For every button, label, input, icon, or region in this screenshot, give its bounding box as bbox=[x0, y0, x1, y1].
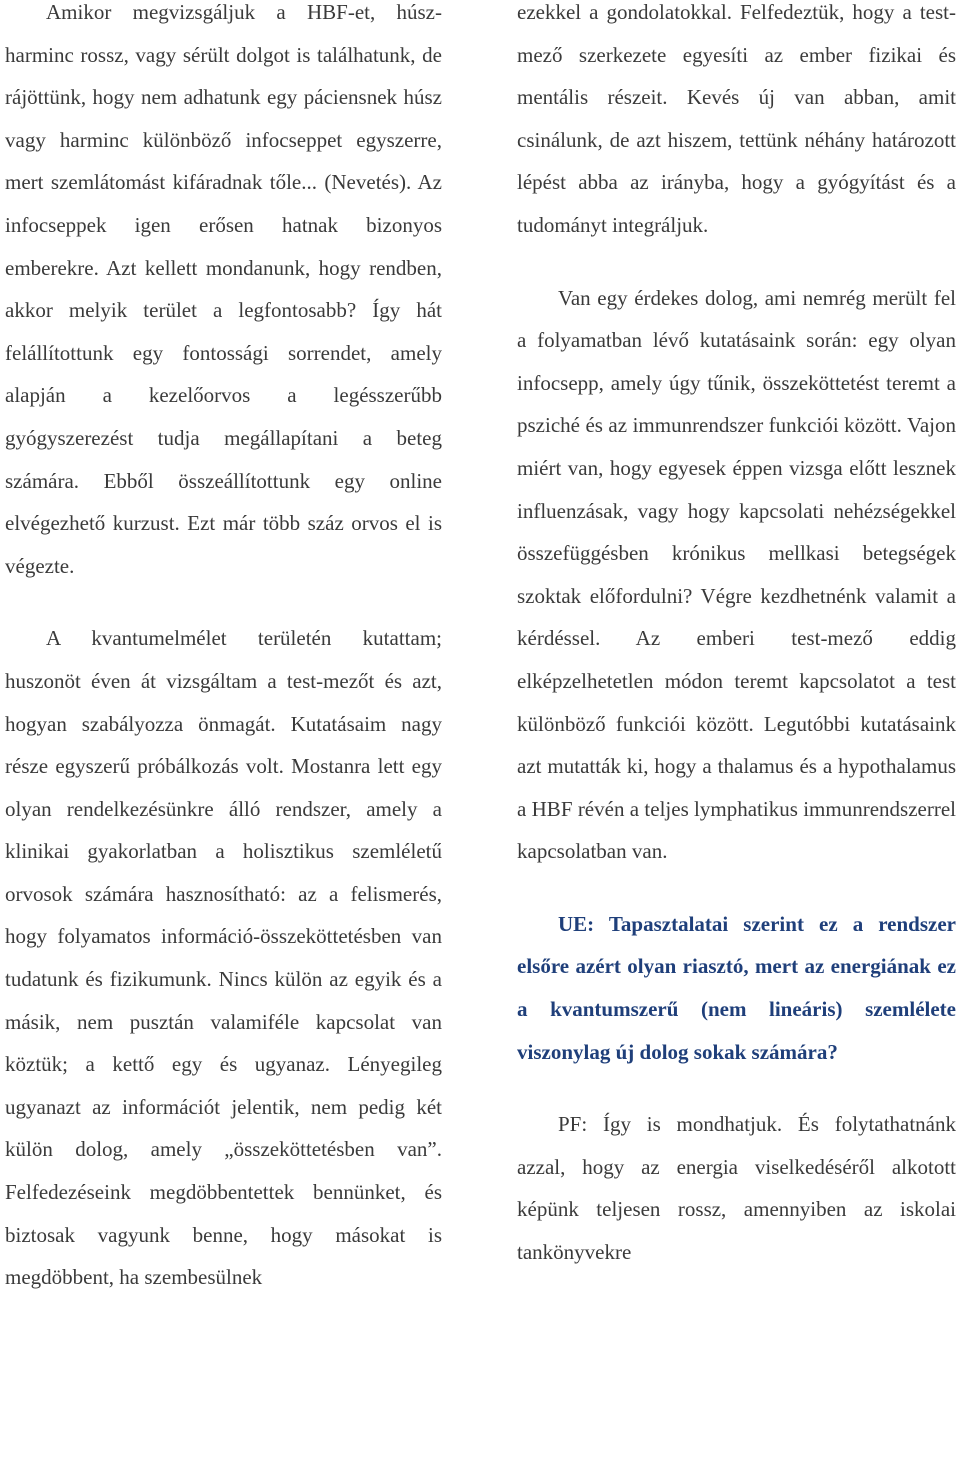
right-column bbox=[517, 0, 956, 1274]
paragraph-continuation: ezekkel a gondolatokkal. Felfedeztük, hogy a test-mező szerkezete egyesíti az ember fizikai és mentális részeit. Kevés új van abban, amit csinálunk, de azt hiszem, tettünk néhány határozott lépést abba az irányba, hogy a gyógyítást és a tudományt integráljuk. bbox=[517, 0, 956, 237]
paragraph-quantum-research: A kvantumelmélet területén kutattam; huszonöt éven át vizsgáltam a test-mezőt és azt, hogyan szabályozza önmagát. Kutatásaim nagy része egyszerű próbálkozás volt. Mostanra lett egy olyan rendelkezésünkre álló rendszer, amely a klinikai gyakorlatban a holisztikus szemléletű orvosok számára hasznosítható: az a felismerés, hogy folyamatos információ-összeköttetésben van tudatunk és fizikumunk. Nincs külön az egyik és a másik, nem pusztán valamiféle kapcsolat van köztük; a kettő egy és ugyanaz. Lényegileg ugyanazt az információt jelentik, nem pedig két külön dolog, amely „összeköttetésben van”. Felfedezéseink megdöbbentettek bennünket, és biztosak vagyunk benne, hogy másokat is megdöbbent, ha szembesülnek bbox=[5, 626, 442, 1290]
paragraph-gap bbox=[5, 587, 442, 617]
paragraph-answer: PF: Így is mondhatjuk. És folytathatnánk azzal, hogy az energia viselkedéséről alkotott képünk teljesen rossz, amennyiben az iskolai tankönyvekre bbox=[517, 1112, 956, 1265]
paragraph-gap bbox=[517, 873, 956, 903]
interview-question: UE: Tapasztalatai szerint ez a rendszer elsőre azért olyan riasztó, mert az energiának ez a kvantumszerű (nem lineáris) szemlélete viszonylag új dolog sokak számára? bbox=[517, 911, 956, 1064]
paragraph-gap bbox=[517, 247, 956, 277]
paragraph-immune-system: Van egy érdekes dolog, ami nemrég merült fel a folyamatban lévő kutatásaink során: egy olyan infocsepp, amely úgy tűnik, összeköttetést teremt a psziché és az immunrendszer funkciói között. Vajon miért van, hogy egyesek éppen vizsga előtt lesznek influenzásak, vagy hogy kapcsolati nehézségekkel összefüggésben krónikus mellkasi betegségek szoktak előfordulni? Végre kezdhetnénk valamit a kérdéssel. Az emberi test-mező eddig elképzelhetetlen módon teremt kapcsolatot a test különböző funkciói között. Legutóbbi kutatásaink azt mutatták ki, hogy a thalamus és a hypothalamus a HBF révén a teljes lymphatikus immunrendszerrel kapcsolatban van. bbox=[517, 285, 956, 864]
paragraph-infocsepp-priority: Amikor megvizsgáljuk a HBF-et, húsz-harminc rossz, vagy sérült dolgot is találhatunk, de rájöttünk, hogy nem adhatunk egy páciensnek húsz vagy harminc különböző infocseppet egyszerre, mert szemlátomást kifáradnak tőle... (Nevetés). Az infocseppek igen erősen hatnak bizonyos emberekre. Azt kellett mondanunk, hogy rendben, akkor melyik terület a legfontosabb? Így hát felállítottunk egy fontossági sorrendet, amely alapján a kezelőorvos a legésszerűbb gyógyszerezést tudja megállapítani a beteg számára. Ebből összeállítottunk egy online elvégezhető kurzust. Ezt már több száz orvos el is végezte. bbox=[5, 0, 442, 578]
left-column bbox=[5, 0, 442, 1299]
paragraph-gap bbox=[517, 1073, 956, 1103]
